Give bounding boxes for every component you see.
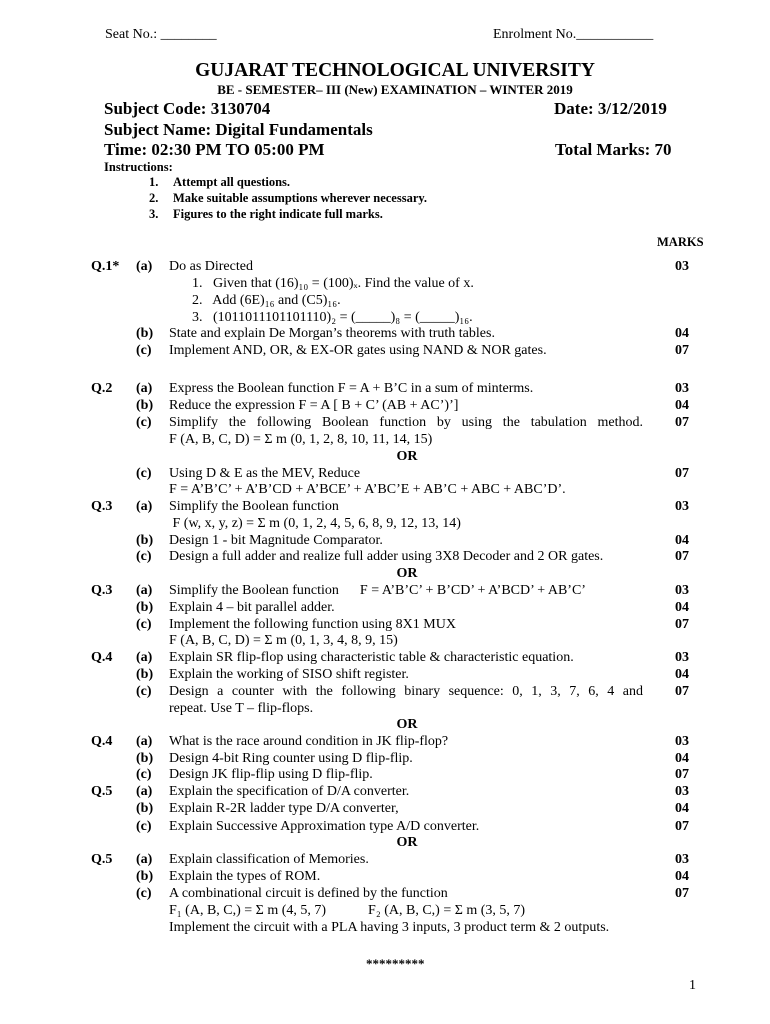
question-text: Implement AND, OR, & EX-OR gates using NAND & NOR gates. [169,343,547,358]
question-text: A combinational circuit is defined by the function [169,886,448,901]
question-text: F (A, B, C, D) = Σ m (0, 1, 3, 4, 8, 9, 15) [169,633,398,648]
end-of-paper-stars: ********* [366,956,425,971]
sub-question-label: (b) [136,398,154,413]
question-text: Explain the specification of D/A converter. [169,784,410,799]
question-number: Q.2 [91,381,113,396]
university-name: GUJARAT TECHNOLOGICAL UNIVERSITY [195,60,595,81]
marks-value: 03 [675,259,689,274]
marks-value: 07 [675,684,689,699]
exam-title: BE - SEMESTER– III (New) EXAMINATION – WINTER 2019 [217,82,573,97]
sub-question-label: (c) [136,415,152,430]
enrolment-no: Enrolment No.___________ [493,27,654,42]
question-text: Reduce the expression F = A [ B + C’ (AB + AC’)’] [169,398,459,413]
instruction-number: 1. [149,175,159,189]
sub-question-label: (b) [136,667,154,682]
question-number: Q.1* [91,259,120,274]
question-number: Q.5 [91,852,113,867]
question-text: Design JK flip-flip using D flip-flip. [169,767,373,782]
sub-question-label: (c) [136,549,152,564]
question-text: Implement the circuit with a PLA having 3 inputs, 3 product term & 2 outputs. [169,920,610,935]
marks-value: 04 [675,801,689,816]
subject-code: Subject Code: 3130704 [104,99,271,118]
sub-question-label: (a) [136,259,153,274]
sub-question-label: (c) [136,343,152,358]
marks-value: 07 [675,886,689,901]
sub-question-label: (c) [136,819,152,834]
marks-value: 04 [675,869,689,884]
marks-value: 03 [675,784,689,799]
sub-question-label: (b) [136,326,154,341]
sub-question-label: (c) [136,767,152,782]
sub-question-label: (b) [136,801,154,816]
question-text: Do as Directed [169,259,253,274]
or-separator: OR [396,835,418,850]
sub-question-label: (b) [136,869,154,884]
sub-question-label: (c) [136,617,152,632]
or-separator: OR [396,449,418,464]
question-number: Q.4 [91,734,113,749]
marks-value: 07 [675,466,689,481]
sub-question-label: (b) [136,751,154,766]
question-text: Explain 4 – bit parallel adder. [169,600,335,615]
instruction-text: Attempt all questions. [173,175,291,189]
marks-value: 03 [675,650,689,665]
or-separator: OR [396,717,418,732]
question-text: Simplify the Boolean function [169,499,339,514]
question-text: What is the race around condition in JK flip-flop? [169,734,449,749]
marks-value: 04 [675,667,689,682]
marks-column-label: MARKS [657,235,704,249]
question-text: F (w, x, y, z) = Σ m (0, 1, 2, 4, 5, 6, 8, 9, 12, 13, 14) [169,516,461,531]
question-text: Express the Boolean function F = A + B’C in a sum of minterms. [169,381,534,396]
subject-name: Subject Name: Digital Fundamentals [104,120,373,139]
question-text: F (A, B, C, D) = Σ m (0, 1, 2, 8, 10, 11, 14, 15) [169,432,433,447]
page-number: 1 [689,978,696,993]
question-text: Explain the types of ROM. [169,869,321,884]
question-text: Design a full adder and realize full adder using 3X8 Decoder and 2 OR gates. [169,549,604,564]
question-number: Q.3 [91,583,113,598]
question-text: Design 4-bit Ring counter using D flip-flip. [169,751,413,766]
sub-question-label: (c) [136,466,152,481]
marks-value: 04 [675,326,689,341]
question-text: Design 1 - bit Magnitude Comparator. [169,533,383,548]
instruction-text: Make suitable assumptions wherever necessary. [173,191,428,205]
question-text: Simplify the following Boolean function by using the tabulation method. [169,415,643,430]
marks-value: 03 [675,381,689,396]
marks-value: 07 [675,617,689,632]
question-number: Q.3 [91,499,113,514]
total-marks: Total Marks: 70 [555,140,672,159]
sub-question-label: (a) [136,784,153,799]
sub-question-label: (c) [136,886,152,901]
exam-time: Time: 02:30 PM TO 05:00 PM [104,140,325,159]
question-text: State and explain De Morgan’s theorems with truth tables. [169,326,495,341]
sub-question-label: (a) [136,499,153,514]
marks-value: 03 [675,583,689,598]
sub-question-label: (a) [136,381,153,396]
question-text: Explain R-2R ladder type D/A converter, [169,801,399,816]
sub-question-label: (c) [136,684,152,699]
marks-value: 07 [675,819,689,834]
question-text: F = A’B’C’ + A’B’CD + A’BCE’ + A’BC’E + AB’C + ABC + ABC’D’. [169,482,566,497]
question-text: Simplify the Boolean function F = A’B’C’ + B’CD’ + A’BCD’ + AB’C’ [169,583,586,598]
marks-value: 07 [675,767,689,782]
or-separator: OR [396,566,418,581]
marks-value: 04 [675,751,689,766]
question-text: 2. Add (6E)₁₆ and (C5)₁₆. [192,293,341,308]
instruction-number: 2. [149,191,159,205]
marks-value: 03 [675,852,689,867]
question-text: F₁ (A, B, C,) = Σ m (4, 5, 7) F₂ (A, B, C,) = Σ m (3, 5, 7) [169,903,526,918]
question-text: Explain classification of Memories. [169,852,369,867]
marks-value: 07 [675,343,689,358]
sub-question-label: (b) [136,533,154,548]
question-text: Explain the working of SISO shift register. [169,667,409,682]
question-text: repeat. Use T – flip-flops. [169,701,314,716]
question-text: Explain Successive Approximation type A/D converter. [169,819,480,834]
sub-question-label: (b) [136,600,154,615]
sub-question-label: (a) [136,583,153,598]
marks-value: 03 [675,734,689,749]
question-number: Q.5 [91,784,113,799]
question-text: Explain SR flip-flop using characteristic table & characteristic equation. [169,650,574,665]
question-text: Implement the following function using 8X1 MUX [169,617,456,632]
sub-question-label: (a) [136,852,153,867]
question-number: Q.4 [91,650,113,665]
instruction-text: Figures to the right indicate full marks. [173,207,383,221]
question-text: 3. (1011011101101110)₂ = (_____)₈ = (_____)₁₆. [192,310,473,325]
marks-value: 04 [675,533,689,548]
exam-date: Date: 3/12/2019 [554,99,667,118]
seat-no: Seat No.: ________ [105,27,217,42]
question-text: Design a counter with the following binary sequence: 0, 1, 3, 7, 6, 4 and [169,684,643,699]
marks-value: 07 [675,549,689,564]
marks-value: 04 [675,398,689,413]
instructions-label: Instructions: [104,160,173,174]
marks-value: 07 [675,415,689,430]
instruction-number: 3. [149,207,159,221]
question-text: 1. Given that (16)₁₀ = (100)ₓ. Find the value of x. [192,276,474,291]
marks-value: 03 [675,499,689,514]
marks-value: 04 [675,600,689,615]
sub-question-label: (a) [136,734,153,749]
sub-question-label: (a) [136,650,153,665]
question-text: Using D & E as the MEV, Reduce [169,466,361,481]
